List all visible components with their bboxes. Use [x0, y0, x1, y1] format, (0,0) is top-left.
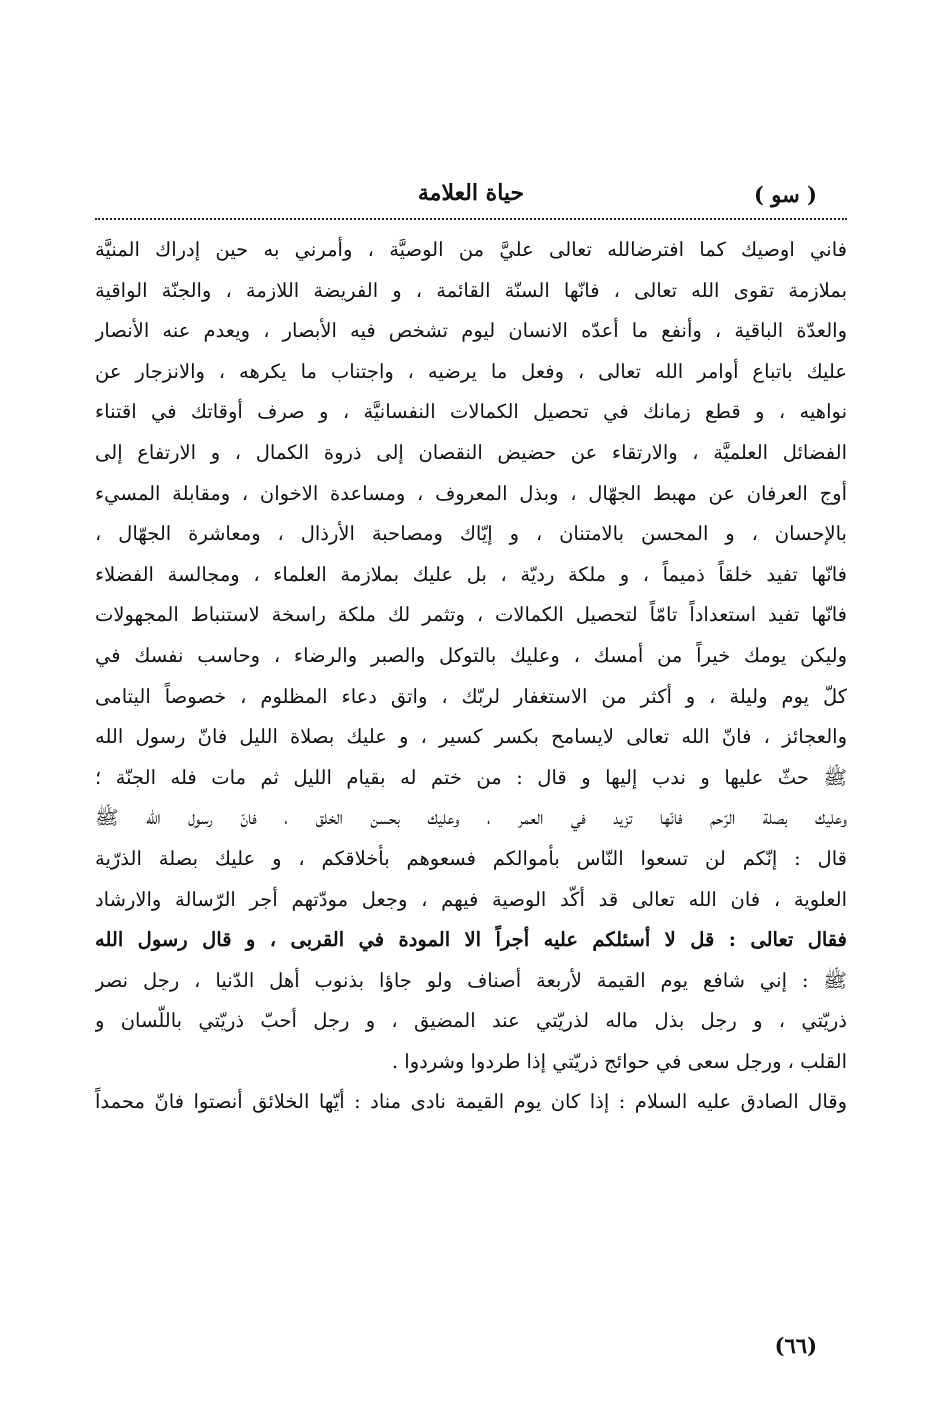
text-line-4: عليك باتباع أوامر الله تعالى ، وفعل ما يرضيه ، واجتناب ما يكرهه ، والانزجار عن — [95, 359, 847, 383]
text-line-7: أوج العرفان عن مهبط الجهّال ، وبذل المعروف ، ومساعدة الاخوان ، ومقابلة المسيء — [95, 481, 847, 505]
text-line-22: وقال الصادق عليه السلام : إذا كان يوم القيمة نادى مناد : أيّها الخلائق أنصتوا فانّ محمداً — [95, 1090, 847, 1114]
running-header — [95, 178, 847, 220]
text-line-15: وعليك بصلة الرّحم فانّها تزيد في العمر ، وعليك بحسن الخلق ، فانّ رسول الله ﷺ — [95, 806, 847, 830]
text-line-12: كلّ يوم وليلة ، و أكثر من الاستغفار لربّك ، واتق دعاء المظلوم ، خصوصاً اليتامى — [95, 684, 847, 708]
page-number: (٦٦) — [774, 1333, 817, 1358]
text-line-21: القلب ، ورجل سعى في حوائج ذريّتي إذا طردوا وشردوا . — [391, 1049, 847, 1073]
text-line-13: والعجائز ، فانّ الله تعالى لايسامح بكسر كسير ، و عليك بصلاة الليل فانّ رسول الله — [95, 725, 847, 749]
text-line-1: فاني اوصيك كما افترضالله تعالى عليَّ من الوصيَّة ، وأمرني به حين إدراك المنيَّة — [95, 238, 847, 261]
text-line-20: ذريّتي ، و رجل بذل ماله لذريّتي عند المضيق ، و رجل أحبّ ذريّتي باللّسان و — [95, 1009, 847, 1033]
text-line-3: والعدّة الباقية ، وأنفع ما أعدّه الانسان ليوم تشخص فيه الأبصار ، ويعدم عنه الأنصار — [95, 319, 847, 343]
section-marker: ( سو ) — [754, 182, 817, 207]
text-line-6: الفضائل العلميَّة ، والارتقاء عن حضيض النقصان إلى ذروة الكمال ، و الارتفاع إلى — [95, 440, 847, 464]
text-line-19: ﷺ : إني شافع يوم القيمة لأربعة أصناف ولو جاؤا بذنوب أهل الدّنيا ، رجل نصر — [95, 968, 847, 992]
text-line-10: فانّها تفيد استعداداً تامّاً لتحصيل الكمالات ، وتثمر لك ملكة راسخة لاستنباط المجهولات — [95, 603, 847, 627]
text-line-2: بملازمة تقوى الله تعالى ، فانّها السنّة القائمة ، و الفريضة اللازمة ، والجنّة الواقية — [95, 278, 847, 302]
document-page — [95, 178, 847, 1358]
text-line-9: فانّها تفيد خلقاً ذميماً ، و ملكة رديّة ، بل عليك بملازمة العلماء ، ومجالسة الفضلاء — [95, 562, 847, 586]
text-line-18: فقال تعالى : قل لا أسئلكم عليه أجراً الا المودة في القربى ، و قال رسول الله — [95, 928, 847, 952]
text-line-5: نواهيه ، و قطع زمانك في تحصيل الكمالات النفسانيَّة ، و صرف أوقاتك في اقتناء — [95, 400, 847, 424]
header-title: حياة العلامة — [417, 180, 525, 206]
text-line-17: العلوية ، فان الله تعالى قد أكّد الوصية فيهم ، وجعل مودّتهم أجر الرّسالة والارشاد — [95, 887, 847, 911]
text-line-14: ﷺ حثّ عليها و ندب إليها و قال : من ختم له بقيام الليل ثم مات فله الجنّة ؛ — [95, 765, 847, 789]
text-line-8: بالإحسان ، و المحسن بالامتنان ، و إيّاك ومصاحبة الأرذال ، ومعاشرة الجهّال ، — [95, 522, 847, 546]
text-line-16: قال : إنّكم لن تسعوا النّاس بأموالكم فسعوهم بأخلاقكم ، و عليك بصلة الذرّية — [95, 846, 847, 870]
body-text — [95, 230, 847, 1123]
text-line-11: وليكن يومك خيراً من أمسك ، وعليك بالتوكل والصبر والرضاء ، وحاسب نفسك في — [95, 643, 847, 667]
